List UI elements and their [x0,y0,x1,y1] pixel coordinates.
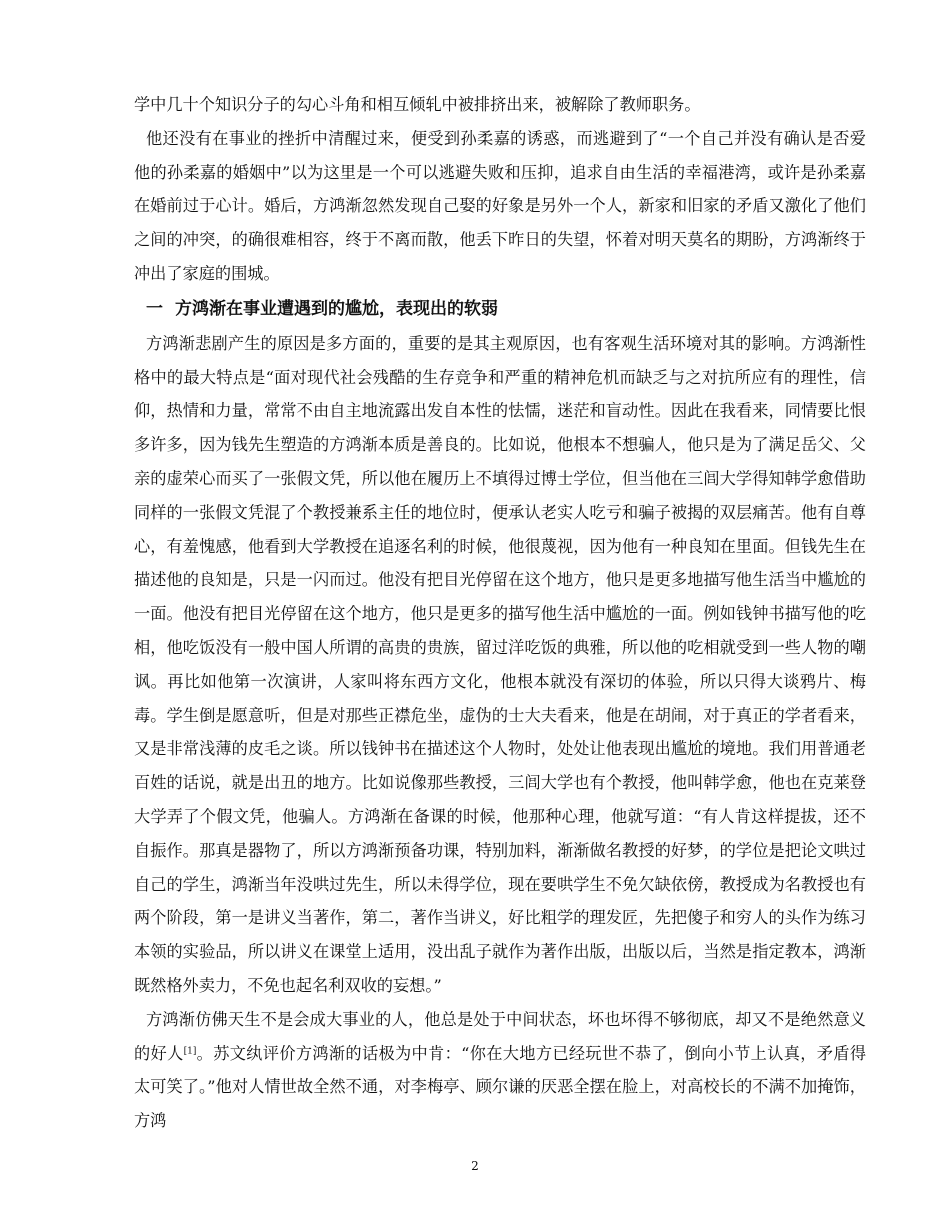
paragraph-character [134,1003,866,1138]
paragraph-marriage: 他还没有在事业的挫折中清醒过来，便受到孙柔嘉的诱惑，而逃避到了“一个自己并没有确认是否爱他的孙柔嘉的婚姻中”以为这里是一个可以逃避失败和压抑，追求自由生活的幸福港湾，或许是孙柔嘉在婚前过于心计。婚后，方鸿渐忽然发现自己娶的好象是另外一个人，新家和旧家的矛盾又激化了他们之间的冲突，的确很难相容，终于不离而散，他丢下昨日的失望，怀着对明天莫名的期盼，方鸿渐终于冲出了家庭的围城。 [134,128,866,283]
section-heading [134,293,866,326]
section-heading-text: 方鸿渐在事业遭遇到的尴尬，表现出的软弱 [175,298,498,319]
paragraph-character-text-after: 。苏文纨评价方鸿渐的话极为中肯：“你在大地方已经玩世不恭了，倒向小节上认真，矛盾得太可笑了。”他对人情世故全然不通，对李梅亭、顾尔谦的厌恶全摆在脸上，对高校长的不满不加掩饰，方鸿 [134,1043,867,1131]
paragraph-character-text-before: 方鸿渐仿佛天生不是会成大事业的人，他总是处于中间状态，坏也坏得不够彻底，却又不是绝然意义的好人 [134,1009,866,1063]
document-body [134,88,866,1138]
paragraph-tragedy-causes: 方鸿渐悲剧产生的原因是多方面的，重要的是其主观原因，也有客观生活环境对其的影响。方鸿渐性格中的最大特点是“面对现代社会残酷的生存竞争和严重的精神危机而缺乏与之对抗所应有的理性，信仰，热情和力量，常常不由自主地流露出发自本性的怯懦，迷茫和盲动性。因此在我看来，同情要比恨多许多，因为钱先生塑造的方鸿渐本质是善良的。比如说，他根本不想骗人，他只是为了满足岳父、父亲的虚荣心而买了一张假文凭，所以他在履历上不填得过博士学位，但当他在三闾大学得知韩学愈借助同样的一张假文凭混了个教授兼系主任的地位时，便承认老实人吃亏和骗子被揭的双层痛苦。他有自尊心，有羞愧感，他看到大学教授在追逐名利的时候，他很蔑视，因为他有一种良知在里面。但钱先生在描述他的良知是，只是一闪而过。他没有把目光停留在这个地方，他只是更多地描写他生活当中尴尬的一面。他没有把目光停留在这个地方，他只是更多的描写他生活中尴尬的一面。例如钱钟书描写他的吃相，他吃饭没有一般中国人所谓的高贵的贵族，留过洋吃饭的典雅，所以他的吃相就受到一些人物的嘲讽。再比如他第一次演讲，人家叫将东西方文化，他根本就没有深切的体验，所以只得大谈鸦片、梅毒。学生倒是愿意听，但是对那些正襟危坐，虚伪的士大夫看来，他是在胡闹，对于真正的学者看来，又是非常浅薄的皮毛之谈。所以钱钟书在描述这个人物时，处处让他表现出尴尬的境地。我们用普通老百姓的话说，就是出丑的地方。比如说像那些教授，三闾大学也有个教授，他叫韩学愈，他也在克莱登大学弄了个假文凭，他骗人。方鸿渐在备课的时候，他那种心理，他就写道：“有人肯这样提拔，还不自振作。那真是器物了，所以方鸿渐预备功课，特别加料，渐渐做名教授的好梦，的学位是把论文哄过自己的学生，鸿渐当年没哄过先生，所以未得学位，现在要哄学生不免欠缺依傍，教授成为名教授也有两个阶段，第一是讲义当著作，第二，著作当讲义，好比粗学的理发匠，先把傻子和穷人的头作为练习本领的实验品，所以讲义在课堂上适用，没出乱子就作为著作出版，出版以后，当然是指定教本，鸿渐既然格外卖力，不免也起名利双收的妄想。” [134,333,866,995]
page-number: 2 [471,1159,479,1173]
section-heading-number: 一 [146,298,163,319]
paragraph-continuation: 学中几十个知识分子的勾心斗角和相互倾轧中被排挤出来，被解除了教师职务。 [134,95,701,114]
citation-ref[interactable]: [1] [183,1046,197,1057]
